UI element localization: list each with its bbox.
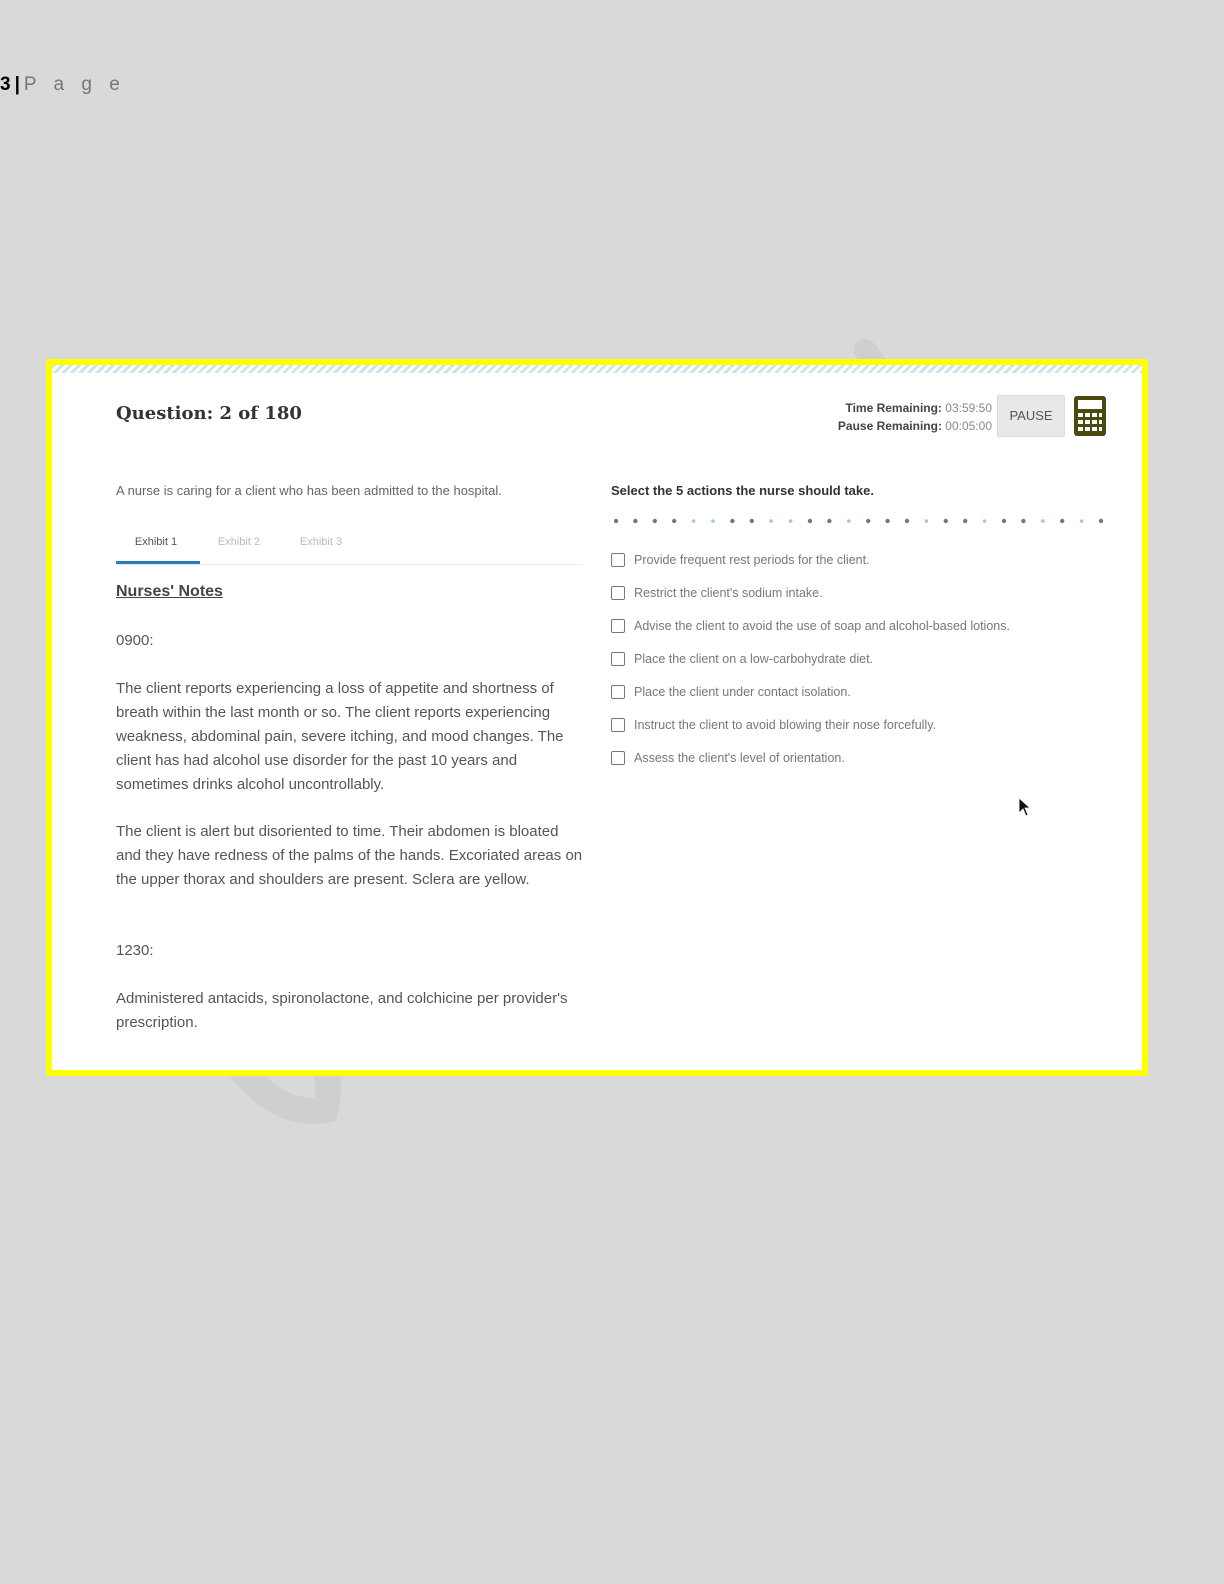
time-remaining-label: Time Remaining:	[845, 401, 942, 415]
divider-dot	[925, 519, 929, 523]
pause-button[interactable]: PAUSE	[997, 395, 1065, 437]
divider-dot	[847, 519, 851, 523]
divider-dot	[789, 519, 793, 523]
option-label: Advise the client to avoid the use of soap and alcohol-based lotions.	[634, 619, 1010, 633]
checkbox[interactable]	[611, 586, 625, 600]
pause-remaining-value: 00:05:00	[945, 419, 992, 433]
time-remaining-value: 03:59:50	[945, 401, 992, 415]
top-stripe	[52, 365, 1142, 373]
divider-dot	[1041, 519, 1045, 523]
divider-dot	[1002, 519, 1006, 523]
note-time-1230: 1230:	[116, 942, 154, 959]
divider-dot	[692, 519, 696, 523]
option-1[interactable]	[611, 552, 1091, 585]
divider-dot	[1021, 519, 1025, 523]
divider-dot	[885, 519, 889, 523]
tab-exhibit-1[interactable]: Exhibit 1	[134, 536, 178, 548]
divider-dot	[750, 519, 754, 523]
pause-remaining-label: Pause Remaining:	[837, 419, 942, 433]
option-7[interactable]	[611, 750, 1091, 783]
tab-exhibit-3[interactable]: Exhibit 3	[299, 536, 343, 548]
mouse-cursor-icon	[1018, 797, 1032, 817]
notes-heading: Nurses' Notes	[116, 583, 223, 600]
page-number-separator: |	[14, 74, 20, 95]
divider-dot	[963, 519, 967, 523]
option-label: Restrict the client's sodium intake.	[634, 586, 823, 600]
divider-dot	[944, 519, 948, 523]
exhibit-tabs	[116, 528, 582, 565]
checkbox[interactable]	[611, 751, 625, 765]
option-4[interactable]	[611, 651, 1091, 684]
option-label: Instruct the client to avoid blowing their nose forcefully.	[634, 718, 937, 732]
question-stem: A nurse is caring for a client who has been admitted to the hospital.	[116, 483, 502, 498]
exam-screenshot-frame	[46, 359, 1148, 1076]
divider-dot	[808, 519, 812, 523]
option-label: Place the client under contact isolation.	[634, 685, 851, 699]
active-tab-underline	[116, 561, 200, 564]
divider-dot	[1080, 519, 1084, 523]
page-number	[0, 74, 126, 96]
answer-options	[611, 552, 1091, 783]
divider-dot	[1060, 519, 1064, 523]
checkbox[interactable]	[611, 652, 625, 666]
divider-dot	[730, 519, 734, 523]
question-counter: Question: 2 of 180	[116, 403, 302, 424]
tab-exhibit-2[interactable]: Exhibit 2	[217, 536, 261, 548]
note-paragraph-2: The client is alert but disoriented to time. Their abdomen is bloated and they have redness of the palms of the hands. Excoriated areas on the upper thorax and shoulders are present. Sclera are yellow.	[116, 823, 583, 888]
instruction: Select the 5 actions the nurse should take.	[611, 483, 874, 498]
checkbox[interactable]	[611, 553, 625, 567]
calculator-icon[interactable]	[1073, 395, 1107, 437]
divider-dot	[633, 519, 637, 523]
option-6[interactable]	[611, 717, 1091, 750]
divider-dot	[614, 519, 618, 523]
option-5[interactable]	[611, 684, 1091, 717]
note-paragraph-1: The client reports experiencing a loss of appetite and shortness of breath within the last month or so. The client reports experiencing weakness, abdominal pain, severe itching, and mood changes. The client has had alcohol use disorder for the past 10 years and sometimes drinks alcohol uncontrollably.	[116, 680, 564, 793]
divider-dot	[827, 519, 831, 523]
divider-dot	[1099, 519, 1103, 523]
note-time-0900: 0900:	[116, 632, 154, 649]
option-label: Place the client on a low-carbohydrate diet.	[634, 652, 874, 666]
checkbox[interactable]	[611, 685, 625, 699]
checkbox[interactable]	[611, 619, 625, 633]
divider-dot	[866, 519, 870, 523]
time-remaining	[782, 399, 992, 417]
pause-remaining	[782, 417, 992, 435]
divider-dot	[983, 519, 987, 523]
timers	[782, 399, 992, 435]
divider-dot	[769, 519, 773, 523]
divider-dot	[905, 519, 909, 523]
option-2[interactable]	[611, 585, 1091, 618]
dotted-divider	[614, 515, 1114, 527]
divider-dot	[653, 519, 657, 523]
divider-dot	[672, 519, 676, 523]
note-paragraph-3: Administered antacids, spironolactone, and colchicine per provider's prescription.	[116, 990, 568, 1031]
divider-dot	[711, 519, 715, 523]
page-number-value: 3	[0, 74, 11, 95]
option-3[interactable]	[611, 618, 1091, 651]
option-label: Assess the client's level of orientation.	[634, 751, 845, 765]
page-word: P a g e	[23, 74, 126, 95]
option-label: Provide frequent rest periods for the client.	[634, 553, 870, 567]
checkbox[interactable]	[611, 718, 625, 732]
